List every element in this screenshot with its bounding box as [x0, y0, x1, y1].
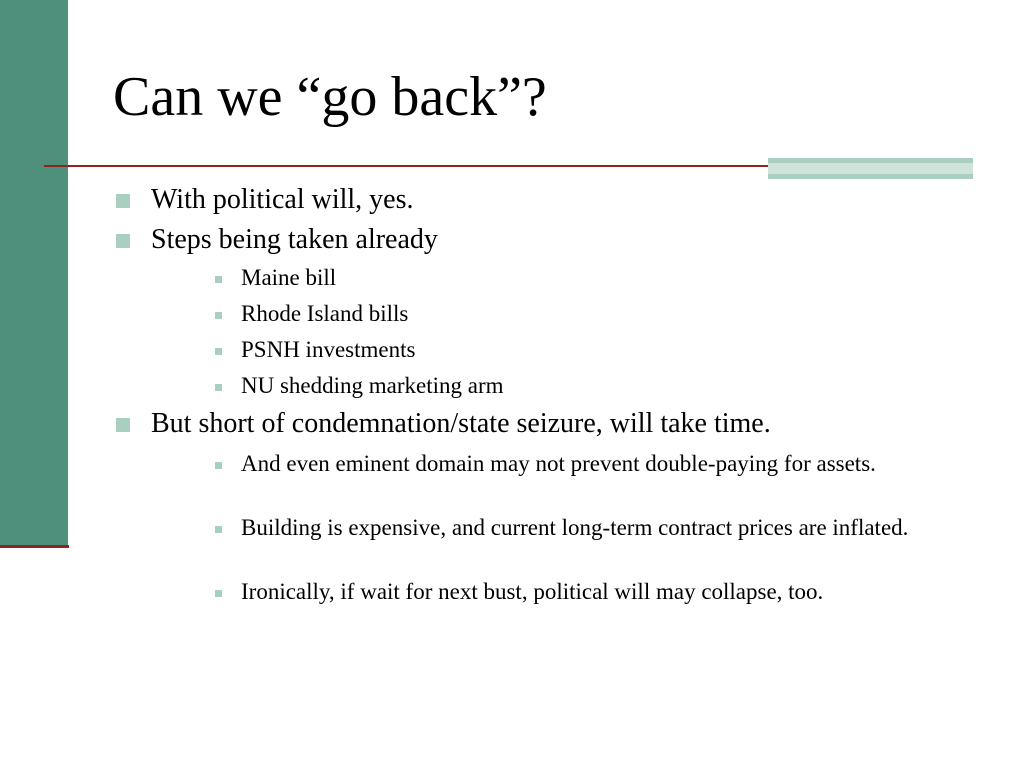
small-square-bullet-icon [215, 590, 222, 597]
square-bullet-icon [116, 418, 130, 432]
sub-bullet-text: Building is expensive, and current long-term contract prices are inflated. [241, 515, 909, 540]
sub-bullet-item [215, 450, 955, 478]
sub-bullet-text: Rhode Island bills [241, 301, 409, 326]
small-square-bullet-icon [215, 384, 222, 391]
side-decor-bar [0, 0, 68, 545]
sub-bullet-text: PSNH investments [241, 337, 416, 362]
bullet-text: Steps being taken already [151, 224, 438, 255]
sub-bullet-item [215, 372, 955, 400]
small-square-bullet-icon [215, 348, 222, 355]
small-square-bullet-icon [215, 312, 222, 319]
square-bullet-icon [116, 194, 130, 208]
sub-bullet-text: Maine bill [241, 265, 337, 290]
bullet-text: With political will, yes. [151, 184, 414, 215]
sub-bullet-text: And even eminent domain may not prevent double-paying for assets. [241, 451, 876, 476]
small-square-bullet-icon [215, 462, 222, 469]
sub-bullet-item [215, 514, 955, 542]
bullet-text: But short of condemnation/state seizure, will take time. [151, 408, 771, 439]
accent-bar-middle [768, 163, 973, 174]
sub-bullet-text: NU shedding marketing arm [241, 373, 504, 398]
sub-bullet-item [215, 578, 955, 606]
small-square-bullet-icon [215, 526, 222, 533]
slide-title: Can we “go back”? [113, 66, 547, 128]
sub-bullet-item [215, 336, 955, 364]
sub-bullet-text: Ironically, if wait for next bust, political will may collapse, too. [241, 579, 824, 604]
small-square-bullet-icon [215, 276, 222, 283]
sub-bullet-item [215, 264, 955, 292]
square-bullet-icon [116, 234, 130, 248]
sub-bullet-item [215, 300, 955, 328]
side-decor-rule [0, 545, 69, 548]
accent-bar-bottom [768, 174, 973, 179]
